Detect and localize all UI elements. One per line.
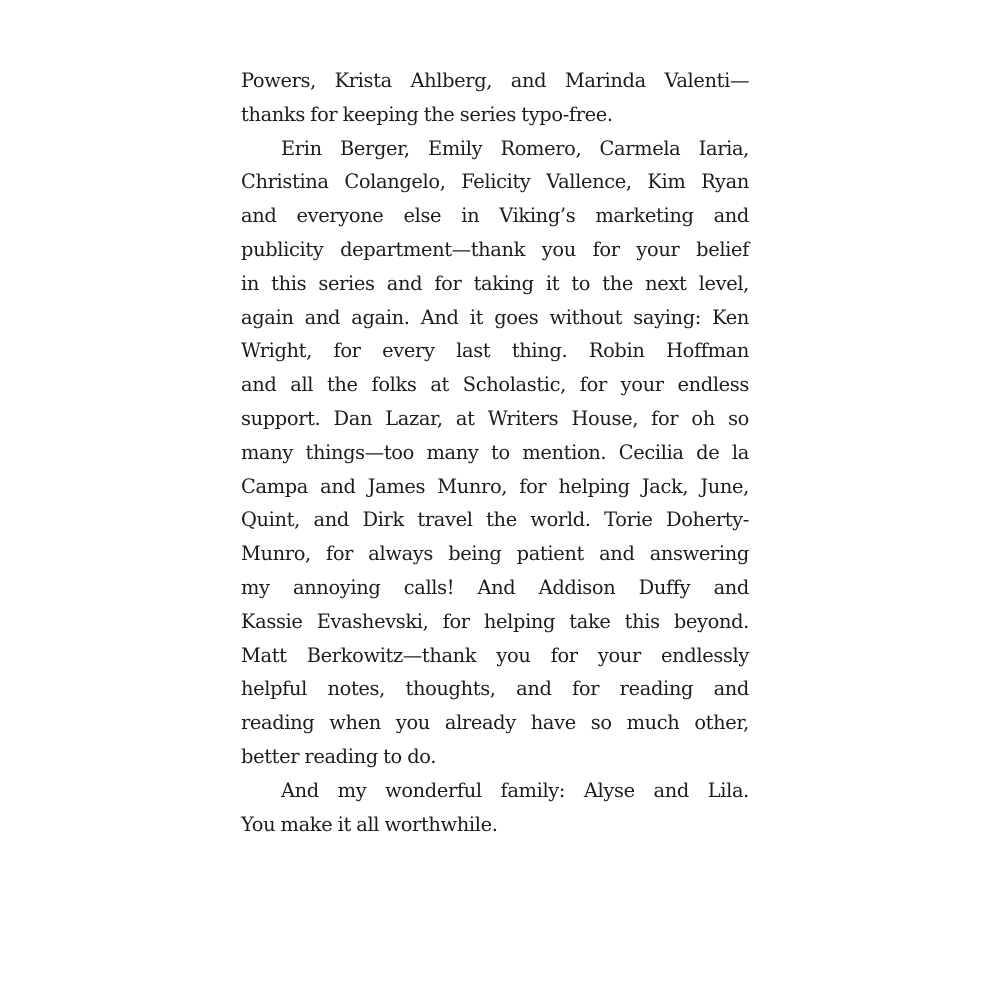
text-line: and all the folks at Scholastic, for your endless [241,373,749,397]
paragraph [241,774,749,842]
text-line: Kassie Evashevski, for helping take this beyond. [241,609,749,633]
text-line: And my wonderful family: Alyse and Lila. [281,778,749,802]
paragraph [241,64,749,132]
text-line: Campa and James Munro, for helping Jack, June, [241,474,749,498]
book-page-text [241,64,749,841]
text-line: Powers, Krista Ahlberg, and Marinda Valenti— [241,69,749,92]
text-line: Matt Berkowitz—thank you for your endlessly [241,643,749,667]
text-line: better reading to do. [241,744,437,768]
text-line: support. Dan Lazar, at Writers House, for oh so [241,406,749,430]
text-line: my annoying calls! And Addison Duffy and [241,575,749,599]
text-line: Wright, for every last thing. Robin Hoffman [241,339,749,363]
paragraph [241,132,749,774]
text-line: many things—too many to mention. Cecilia de la [241,440,749,464]
text-line: thanks for keeping the series typo-free. [241,102,613,126]
text-line: You make it all worthwhile. [241,812,498,836]
text-line: helpful notes, thoughts, and for reading and [241,677,749,701]
text-line: Christina Colangelo, Felicity Vallence, Kim Ryan [241,170,749,194]
text-line: Erin Berger, Emily Romero, Carmela Iaria, [281,136,749,160]
text-line: and everyone else in Viking’s marketing and [241,204,749,228]
text-line: Quint, and Dirk travel the world. Torie Doherty- [241,508,749,532]
text-line: again and again. And it goes without saying: Ken [241,305,749,329]
text-line: in this series and for taking it to the next level, [241,271,749,295]
text-line: Munro, for always being patient and answering [241,542,749,566]
text-line: publicity department—thank you for your belief [241,237,749,261]
text-line: reading when you already have so much other, [241,711,749,735]
